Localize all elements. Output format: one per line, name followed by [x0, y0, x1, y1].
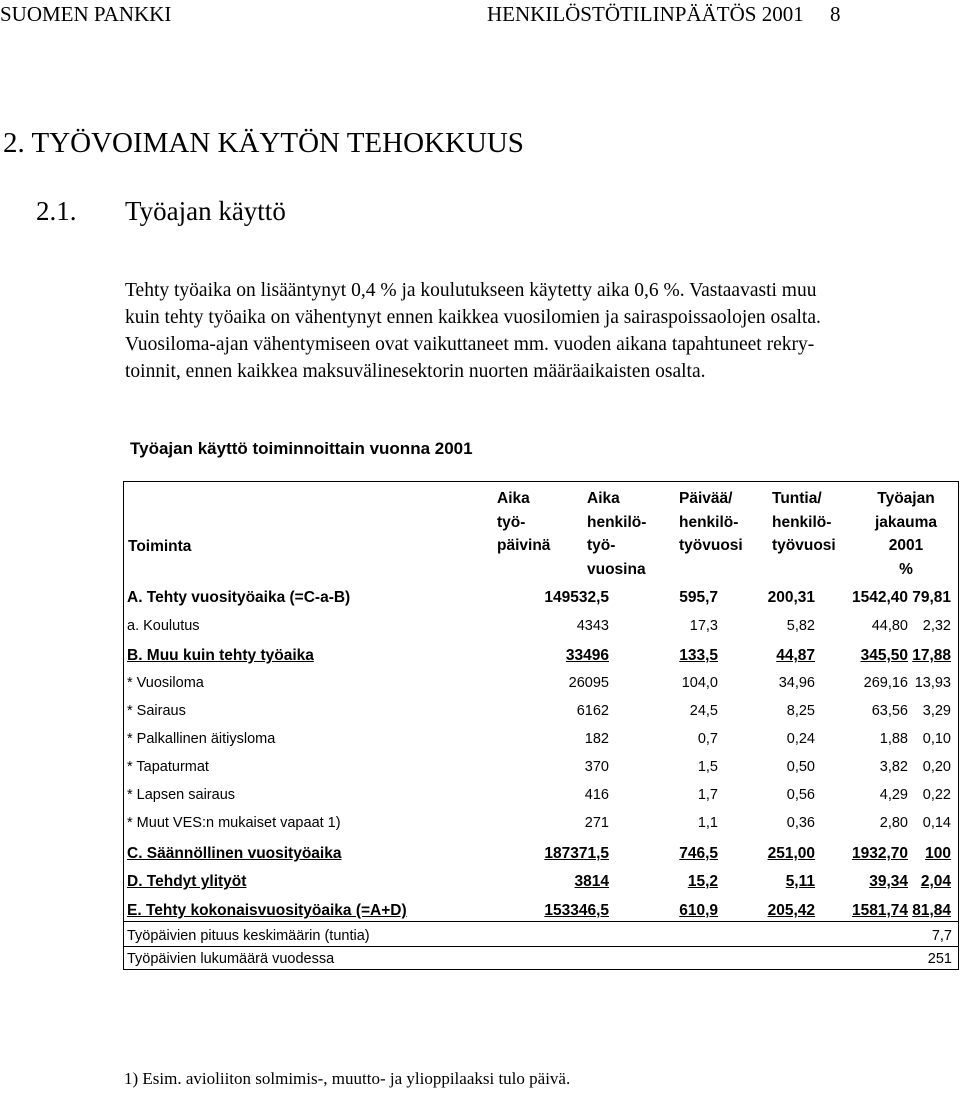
table-row-label: E. Tehty kokonaisvuosityöaika (=A+D) [127, 902, 407, 919]
table-cell: 1,7 [697, 787, 718, 803]
table-cell: 345,50 [860, 647, 908, 664]
table-cell: 187371,5 [544, 845, 609, 862]
table-cell: 182 [584, 731, 609, 747]
table-row-label: D. Tehdyt ylityöt [127, 873, 247, 890]
table-cell: 0,22 [922, 787, 951, 803]
work-time-table [123, 481, 959, 970]
table-cell: 133,5 [679, 647, 718, 664]
table-cell: 44,80 [871, 618, 908, 634]
table-cell: 17,88 [912, 647, 951, 664]
table-cell: 100 [925, 845, 951, 862]
table-row-label: * Lapsen sairaus [127, 787, 236, 803]
paragraph-line: Tehty työaika on lisääntynyt 0,4 % ja koulutukseen käytetty aika 0,6 %. Vastaavasti muu [125, 280, 817, 301]
paragraph-line: kuin tehty työaika on vähentynyt ennen kaikkea vuosilomien ja sairaspoissaolojen osalta. [125, 307, 821, 328]
table-cell: 416 [584, 787, 609, 803]
page-header-right: HENKILÖSTÖTILINPÄÄTÖS 2001 8 [487, 2, 841, 26]
table-cell: 2,04 [920, 873, 951, 890]
table-cell: 610,9 [679, 902, 718, 919]
table-row-label: * Muut VES:n mukaiset vapaat 1) [127, 815, 341, 831]
header-col4: Tuntia/ henkilö- työvuosi [772, 490, 836, 554]
table-row-label: a. Koulutus [127, 618, 200, 634]
table-row-label: A. Tehty vuosityöaika (=C-a-B) [127, 589, 351, 606]
table-cell: 1,1 [697, 815, 718, 831]
header-toiminta: Toiminta [128, 538, 192, 555]
table-cell: 104,0 [681, 675, 718, 691]
summary-value: 7,7 [931, 928, 952, 944]
table-cell: 595,7 [679, 589, 718, 606]
table-cell: 153346,5 [544, 902, 609, 919]
table-cell: 0,14 [922, 815, 951, 831]
table-row-label: * Palkallinen äitiysloma [127, 731, 276, 747]
table-cell: 0,24 [786, 731, 815, 747]
paragraph-line: toinnit, ennen kaikkea maksuvälinesektorin nuorten määräaikaisten osalta. [125, 361, 706, 382]
table-cell: 15,2 [687, 873, 718, 890]
table-cell: 1,88 [879, 731, 908, 747]
table-cell: 63,56 [871, 703, 908, 719]
table-cell: 370 [584, 759, 609, 775]
table-cell: 3,82 [879, 759, 908, 775]
header-col2: Aika henkilö- työ- vuosina [587, 490, 647, 578]
table-cell: 33496 [565, 647, 609, 664]
table-cell: 5,82 [786, 618, 815, 634]
subsection-number: 2.1. [36, 196, 77, 226]
summary-value: 251 [927, 951, 952, 967]
table-row-label: * Tapaturmat [127, 759, 209, 775]
table-cell: 2,80 [879, 815, 908, 831]
table-cell: 79,81 [912, 589, 951, 606]
table-cell: 0,20 [922, 759, 951, 775]
header-col1: Aika työ- päivinä [497, 490, 551, 554]
section-title: 2. TYÖVOIMAN KÄYTÖN TEHOKKUUS [3, 127, 524, 159]
table-cell: 0,7 [697, 731, 718, 747]
table-cell: 5,11 [785, 873, 815, 890]
table-cell: 81,84 [912, 902, 951, 919]
table-row-label: * Vuosiloma [127, 675, 204, 691]
table-cell: 205,42 [767, 902, 815, 919]
summary-label: Työpäivien lukumäärä vuodessa [127, 951, 335, 967]
table-cell: 0,50 [786, 759, 815, 775]
table-cell: 1,5 [697, 759, 718, 775]
table-cell: 251,00 [767, 845, 815, 862]
paragraph-line: Vuosiloma-ajan vähentymiseen ovat vaikuttaneet mm. vuoden aikana tapahtuneet rekry- [125, 334, 815, 355]
table-cell: 1581,74 [851, 902, 908, 919]
table-cell: 4343 [576, 618, 609, 634]
table-cell: 149532,5 [544, 589, 609, 606]
table-cell: 8,25 [786, 703, 815, 719]
summary-label: Työpäivien pituus keskimäärin (tuntia) [127, 928, 370, 944]
table-cell: 746,5 [679, 845, 718, 862]
table-cell: 271 [584, 815, 609, 831]
table-cell: 3814 [574, 873, 609, 890]
header-col5: Työajan jakauma 2001 % [874, 490, 938, 578]
table-cell: 0,56 [786, 787, 815, 803]
page-header-left: SUOMEN PANKKI [0, 2, 172, 26]
summary-divider [124, 921, 958, 922]
table-cell: 39,34 [869, 873, 908, 890]
table-row-label: C. Säännöllinen vuosityöaika [127, 845, 342, 862]
table-cell: 200,31 [767, 589, 815, 606]
table-row-label: * Sairaus [127, 703, 186, 719]
table-cell: 13,93 [914, 675, 951, 691]
table-cell: 26095 [568, 675, 609, 691]
table-cell: 1932,70 [851, 845, 908, 862]
table-row-label: B. Muu kuin tehty työaika [127, 647, 314, 664]
table-cell: 1542,40 [851, 589, 908, 606]
table-cell: 2,32 [922, 618, 951, 634]
table-cell: 34,96 [778, 675, 815, 691]
table-cell: 0,10 [922, 731, 951, 747]
table-cell: 3,29 [922, 703, 951, 719]
summary-divider [124, 946, 958, 947]
table-title: Työajan käyttö toiminnoittain vuonna 2001 [130, 439, 473, 458]
footnote: 1) Esim. avioliiton solmimis-, muutto- ja ylioppilaaksi tulo päivä. [124, 1069, 571, 1088]
subsection-title: Työajan käyttö [125, 196, 286, 226]
table-cell: 4,29 [879, 787, 908, 803]
header-col3: Päivää/ henkilö- työvuosi [679, 490, 743, 554]
table-cell: 17,3 [689, 618, 718, 634]
table-cell: 269,16 [863, 675, 908, 691]
table-cell: 6162 [576, 703, 609, 719]
table-cell: 0,36 [786, 815, 815, 831]
table-cell: 24,5 [689, 703, 718, 719]
table-cell: 44,87 [776, 647, 815, 664]
